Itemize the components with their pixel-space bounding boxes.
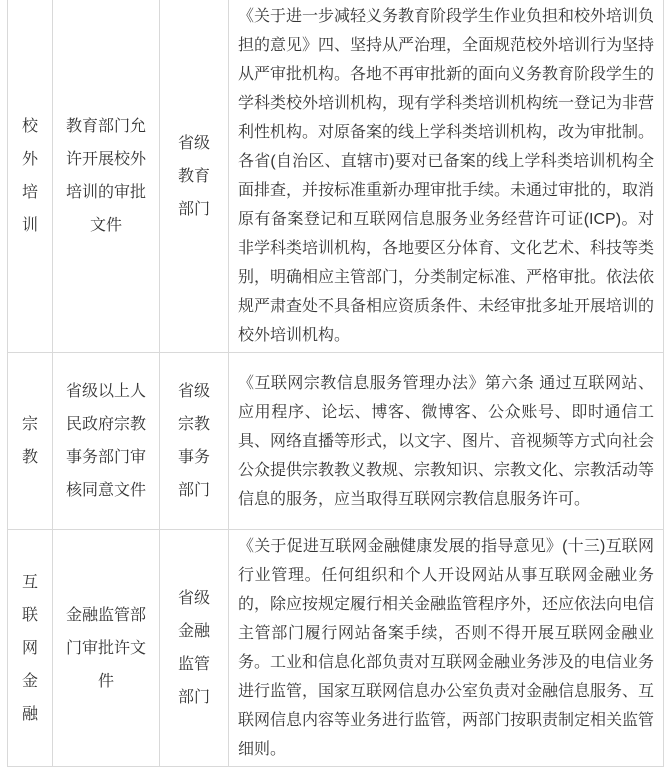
regulation-text-cell: 《关于进一步减轻义务教育阶段学生作业负担和校外培训负担的意见》四、坚持从严治理，全面规范校外培训行为坚持从严审批机构。各地不再审批新的面向义务教育阶段学生的学科类校外培训机构，现有学科类培训机构统一登记为非营利性机构。对原备案的线上学科类培训机构，改为审批制。各省(自治区、直辖市)要对已备案的线上学科类培训机构全面排查，并按标准重新办理审批手续。未通过审批的，取消原有备案登记和互联网信息服务业务经营许可证(ICP)。对非学科类培训机构，各地要区分体育、文化艺术、科技等类别，明确相应主管部门，分类制定标准、严格审批。依法依规严肃查处不具备相应资质条件、未经审批多址开展培训的校外培训机构。: [229, 0, 664, 353]
table-row: [8, 353, 664, 530]
table-row: [8, 0, 664, 353]
department-cell: 省级金融监管部门: [160, 530, 229, 767]
department-cell: 省级宗教事务部门: [160, 353, 229, 530]
regulation-text-cell: 《关于促进互联网金融健康发展的指导意见》(十三)互联网行业管理。任何组织和个人开设网站从事互联网金融业务的，除应按规定履行相关金融监管程序外，还应依法向电信主管部门履行网站备案手续，否则不得开展互联网金融业务。工业和信息化部负责对互联网金融业务涉及的电信业务进行监管，国家互联网信息办公室负责对金融信息服务、互联网信息内容等业务进行监管，两部门按职责制定相关监管细则。: [229, 530, 664, 767]
regulation-table-wrapper: [7, 0, 664, 767]
regulation-table: [7, 0, 664, 767]
category-cell: 校外培训: [8, 0, 53, 353]
approval-document-cell: 省级以上人民政府宗教事务部门审核同意文件: [53, 353, 160, 530]
department-cell: 省级教育部门: [160, 0, 229, 353]
category-cell: 宗教: [8, 353, 53, 530]
approval-document-cell: 金融监管部门审批许文件: [53, 530, 160, 767]
regulation-text-cell: 《互联网宗教信息服务管理办法》第六条 通过互联网站、应用程序、论坛、博客、微博客、公众账号、即时通信工具、网络直播等形式，以文字、图片、音视频等方式向社会公众提供宗教教义教规、宗教知识、宗教文化、宗教活动等信息的服务，应当取得互联网宗教信息服务许可。: [229, 353, 664, 530]
approval-document-cell: 教育部门允许开展校外培训的审批文件: [53, 0, 160, 353]
table-row: [8, 530, 664, 767]
category-cell: 互联网金融: [8, 530, 53, 767]
